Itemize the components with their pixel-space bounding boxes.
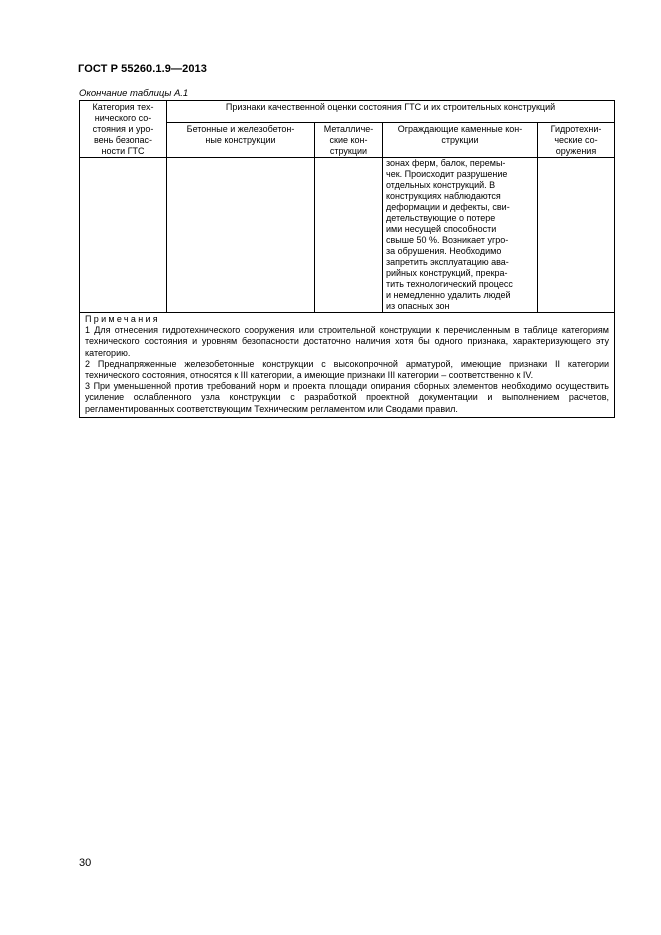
masonry-line: свыше 50 %. Возникает угро- [386,235,509,245]
masonry-line: детельствующие о потере [386,213,496,223]
masonry-line: из опасных зон [386,301,450,311]
column-header-hydro: Гидротехни- ческие со- оружения [538,123,615,158]
notes-heading: Примечания [85,314,160,324]
masonry-line: чек. Происходит разрушение [386,169,508,179]
note-item: 3 При уменьшенной против требований норм и проекта площади опирания сборных элементов необходимо осуществить усиление ослабленного узла конструкции с разработкой проектной документации и выполнением расчетов, регламентированных соответствующим Техническим регламентом или Сводами правил. [85,381,609,414]
note-item: 2 Преднапряженные железобетонные конструкции с высокопрочной арматурой, имеющие признаки II категории технического состояния, относятся к III категории, а имеющие признаки III категории – соответственно к IV. [85,358,609,381]
table-caption: Окончание таблицы А.1 [79,88,189,99]
column-header-group: Признаки качественной оценки состояния ГТС и их строительных конструкций [167,101,615,123]
masonry-line: ими несущей способности [386,224,497,234]
cell-category [80,158,167,313]
standards-table [79,100,615,418]
masonry-line: конструкциях наблюдаются [386,191,501,201]
masonry-line: зонах ферм, балок, перемы- [386,158,506,168]
page-number: 30 [79,857,92,869]
cell-concrete [167,158,315,313]
header-row-1 [80,101,615,123]
notes-cell [80,313,615,418]
cell-metal [315,158,383,313]
column-header-masonry: Ограждающие каменные кон- струкции [383,123,538,158]
masonry-line: тить технологический процесс [386,279,513,289]
column-header-category: Категория тех- нического со- стояния и уро- вень безопас- ности ГТС [80,101,167,158]
notes-row [80,313,615,418]
table-row [80,158,615,313]
masonry-line: рийных конструкций, прекра- [386,268,508,278]
column-header-concrete: Бетонные и железобетон- ные конструкции [167,123,315,158]
masonry-line: и немедленно удалить людей [386,290,511,300]
cell-masonry [383,158,538,313]
cell-hydro [538,158,615,313]
masonry-line: запретить эксплуатацию ава- [386,257,509,267]
masonry-line: отдельных конструкций. В [386,180,496,190]
column-header-metal: Металличе- ские кон- струкции [315,123,383,158]
masonry-line: за обрушения. Необходимо [386,246,502,256]
document-title: ГОСТ Р 55260.1.9—2013 [78,63,207,75]
note-item: 1 Для отнесения гидротехнического сооружения или строительной конструкции к перечисленным в таблице категориям технического состояния и уровням безопасности достаточно наличия хотя бы одного признака, характеризующего эту категорию. [85,325,609,358]
masonry-line: деформации и дефекты, сви- [386,202,510,212]
